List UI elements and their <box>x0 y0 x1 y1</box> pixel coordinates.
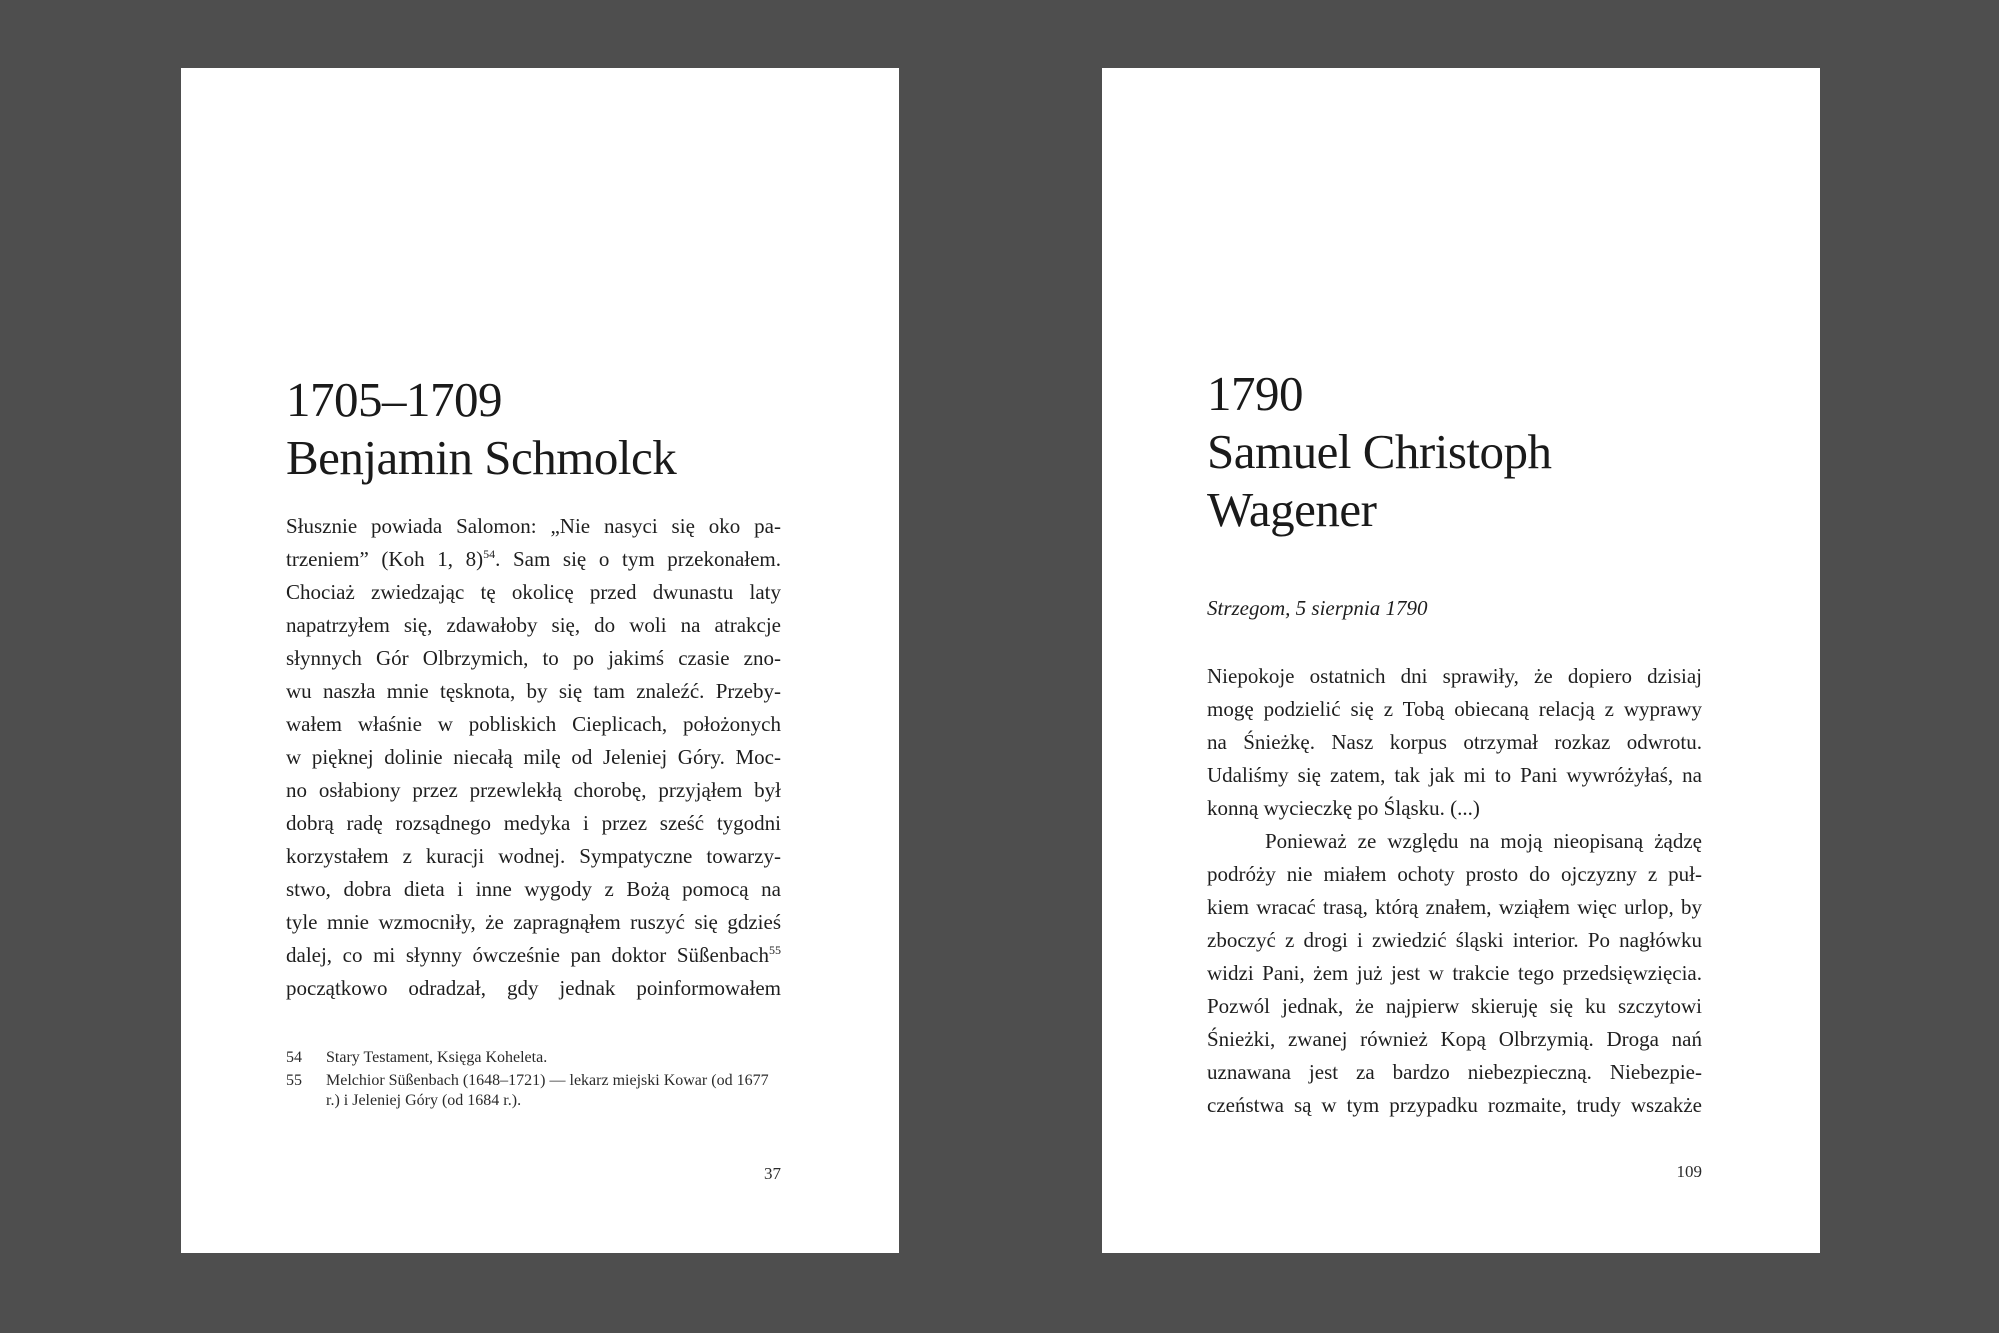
body-line: trzeniem” (Koh 1, 8)$^{54}$. Sam się o tym przekonałem. <box>286 547 781 571</box>
right-body-text <box>1207 660 1702 1122</box>
body-line: zboczyć z drogi i zwiedzić śląski interior. Po nagłówku <box>1207 928 1702 952</box>
footnote <box>286 1071 781 1111</box>
body-line: mogę podzielić się z Tobą obiecaną relacją z wyprawy <box>1207 697 1702 721</box>
body-line: słynnych Gór Olbrzymich, to po jakimś czasie zno- <box>286 646 781 670</box>
right-chapter-heading <box>1207 365 1552 539</box>
body-line: uznawana jest za bardzo niebezpieczną. Niebezpie- <box>1207 1060 1702 1084</box>
body-line: Udaliśmy się zatem, tak jak mi to Pani wywróżyłaś, na <box>1207 763 1702 787</box>
body-line: Pozwól jednak, że najpierw skieruję się ku szczytowi <box>1207 994 1702 1018</box>
footnote <box>286 1048 781 1068</box>
right-page-number: 109 <box>1676 1162 1702 1181</box>
body-line: Słusznie powiada Salomon: „Nie nasyci się oko pa- <box>286 514 781 538</box>
body-line: czeństwa są w tym przypadku rozmaite, trudy wszakże <box>1207 1093 1702 1117</box>
left-page <box>181 68 899 1253</box>
footnote-number: 54 <box>286 1049 302 1066</box>
body-line: wałem właśnie w pobliskich Cieplicach, położonych <box>286 712 781 736</box>
right-chapter-author: Samuel Christoph <box>1207 424 1552 479</box>
body-line: korzystałem z kuracji wodnej. Sympatyczne towarzy- <box>286 844 781 868</box>
left-body-text <box>286 510 781 1005</box>
body-line: dalej, co mi słynny ówcześnie pan doktor Süßenbach$^{55}$ <box>286 943 781 967</box>
body-line: Ponieważ ze względu na moją nieopisaną żądzę <box>1265 829 1702 853</box>
body-line: kiem wracać trasą, którą znałem, wziąłem więc urlop, by <box>1207 895 1702 919</box>
right-dateline: Strzegom, 5 sierpnia 1790 <box>1207 596 1428 620</box>
body-line: tyle mnie wzmocniły, że zapragnąłem ruszyć się gdzieś <box>286 910 781 934</box>
right-page <box>1102 68 1820 1253</box>
left-page-number: 37 <box>764 1164 781 1183</box>
body-line: no osłabiony przez przewlekłą chorobę, przyjąłem był <box>286 778 781 802</box>
body-line: widzi Pani, żem już jest w trakcie tego przedsięwzięcia. <box>1207 961 1702 985</box>
left-chapter-years: 1705–1709 <box>286 372 502 427</box>
body-line: w pięknej dolinie niecałą milę od Jeleniej Góry. Moc- <box>286 745 781 769</box>
body-line: Śnieżki, zwanej również Kopą Olbrzymią. Droga nań <box>1207 1027 1702 1051</box>
body-line: podróży nie miałem ochoty prosto do ojczyzny z puł- <box>1207 862 1702 886</box>
body-line: konną wycieczkę po Śląsku. (...) <box>1207 796 1480 820</box>
left-footnotes <box>286 1048 781 1114</box>
body-line: początkowo odradzał, gdy jednak poinformowałem <box>286 976 781 1000</box>
right-chapter-author-cont: Wagener <box>1207 482 1377 537</box>
body-line: dobrą radę rozsądnego medyka i przez sześć tygodni <box>286 811 781 835</box>
footnote-ref-55: 55 <box>769 943 781 957</box>
left-chapter-author: Benjamin Schmolck <box>286 430 677 485</box>
body-line: napatrzyłem się, zdawałoby się, do woli na atrakcje <box>286 613 781 637</box>
right-chapter-year: 1790 <box>1207 366 1303 421</box>
left-chapter-heading <box>286 371 676 487</box>
body-line: stwo, dobra dieta i inne wygody z Bożą pomocą na <box>286 877 781 901</box>
body-line: Chociaż zwiedzając tę okolicę przed dwunastu laty <box>286 580 781 604</box>
footnote-number: 55 <box>286 1072 302 1089</box>
body-line: wu naszła mnie tęsknota, by się tam znaleźć. Przeby- <box>286 679 781 703</box>
footnote-ref-54: 54 <box>483 547 496 561</box>
footnote-text: Melchior Süßenbach (1648–1721) — lekarz miejski Kowar (od 1677 r.) i Jeleniej Góry (od 1684 r.). <box>326 1072 769 1109</box>
footnote-text: Stary Testament, Księga Koheleta. <box>326 1049 548 1066</box>
body-line: Niepokoje ostatnich dni sprawiły, że dopiero dzisiaj <box>1207 664 1702 688</box>
body-line: na Śnieżkę. Nasz korpus otrzymał rozkaz odwrotu. <box>1207 730 1702 754</box>
